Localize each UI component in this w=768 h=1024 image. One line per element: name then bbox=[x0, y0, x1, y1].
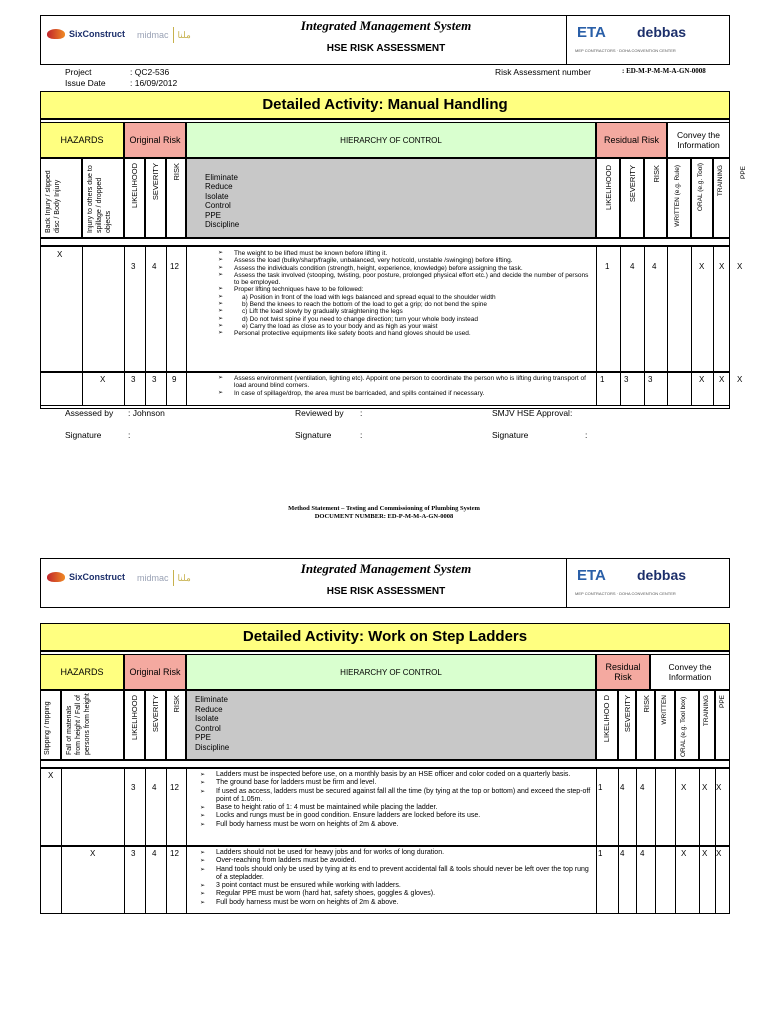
res-likelihood-value: 1 bbox=[598, 783, 603, 792]
risk-value: 12 bbox=[170, 262, 179, 271]
sixconstruct-logo: SixConstruct bbox=[47, 567, 137, 587]
training-mark: X bbox=[702, 783, 708, 792]
hierarchy-list: Eliminate Reduce Isolate Control PPE Discipline bbox=[186, 690, 596, 760]
hazard-mark: X bbox=[90, 849, 96, 858]
signature-label: Signature bbox=[65, 430, 102, 440]
likelihood-col: LIKELIHOOD bbox=[124, 690, 145, 760]
written-col: WRITTEN bbox=[655, 690, 675, 760]
controls-list bbox=[214, 250, 594, 338]
control-item: ➢ Assess the individuals condition (strength, height, experience, knowledge) before assigning the task. bbox=[214, 265, 594, 272]
midmac-logo: midmac ﻣﻠﻨﺎ bbox=[137, 24, 217, 46]
training-mark: X bbox=[719, 375, 725, 384]
hazard-col-2: Injury to others due to spillage / dropped objects bbox=[82, 158, 124, 238]
ppe-mark: X bbox=[716, 849, 722, 858]
severity-value: 4 bbox=[152, 849, 157, 858]
assessed-by-label: Assessed by bbox=[65, 408, 114, 418]
signature-value: : bbox=[360, 430, 363, 440]
control-item: ➢ Full body harness must be worn on heights of 2m & above. bbox=[196, 821, 594, 829]
signature-label: Signature bbox=[295, 430, 332, 440]
residual-risk-header: Residual Risk bbox=[596, 654, 650, 690]
likelihood-value: 3 bbox=[131, 375, 136, 384]
doc-title: Integrated Management System bbox=[300, 561, 472, 576]
control-item: ➢ In case of spillage/drop, the area must be barricaded, and spills contained if necessary. bbox=[214, 390, 594, 397]
risk-col: RISK bbox=[166, 158, 186, 238]
ppe-col: PPE bbox=[740, 166, 747, 180]
control-item: ➢ Ladders must be inspected before use, on a monthly basis by an HSE officer and color coded on a quarterly basis. bbox=[196, 771, 594, 779]
hazard-mark: X bbox=[100, 375, 106, 384]
res-severity-col: SEVERITY bbox=[618, 690, 636, 760]
issue-date-label: Issue Date bbox=[65, 78, 106, 88]
res-risk-col: RISK bbox=[644, 158, 667, 238]
spacer-row bbox=[40, 760, 730, 768]
eta-debbas-logo: ETA debbas MEP CONTRACTORS · DOHA CONVENTION CENTER bbox=[566, 559, 729, 607]
control-item: ➢ Ladders should not be used for heavy jobs and for works of long duration. bbox=[196, 849, 594, 857]
severity-value: 3 bbox=[152, 375, 157, 384]
section-title-manual-handling: Detailed Activity: Manual Handling bbox=[40, 91, 730, 119]
ppe-mark: X bbox=[737, 262, 743, 271]
oral-mark: X bbox=[699, 262, 705, 271]
midmac-logo: midmac ﻣﻠﻨﺎ bbox=[137, 567, 217, 589]
hazards-header: HAZARDS bbox=[40, 654, 124, 690]
signature-value: : bbox=[585, 430, 588, 440]
oral-mark: X bbox=[699, 375, 705, 384]
ra-number-label: Risk Assessment number bbox=[495, 67, 591, 77]
sixconstruct-logo: SixConstruct bbox=[47, 24, 137, 44]
control-item: ➢ Personal protective equipments like safety boots and hand gloves should be used. bbox=[214, 330, 594, 337]
oral-mark: X bbox=[681, 849, 687, 858]
doc-subtitle: HSE RISK ASSESSMENT bbox=[326, 43, 446, 54]
risk-value: 12 bbox=[170, 849, 179, 858]
training-mark: X bbox=[719, 262, 725, 271]
severity-col: SEVERITY bbox=[145, 690, 166, 760]
res-severity-value: 4 bbox=[620, 783, 625, 792]
original-risk-header: Original Risk bbox=[124, 122, 186, 158]
controls-list bbox=[214, 375, 594, 397]
likelihood-value: 3 bbox=[131, 783, 136, 792]
doc-subtitle: HSE RISK ASSESSMENT bbox=[326, 586, 446, 597]
control-item: ➢ Assess environment (ventilation, lighting etc). Appoint one person to coordinate the person who is lifting during transport of load around blind corners. bbox=[214, 375, 594, 390]
convey-header: Convey the Information bbox=[667, 122, 730, 158]
oral-mark: X bbox=[681, 783, 687, 792]
oral-col: ORAL (e.g. Tool box) bbox=[675, 690, 699, 760]
res-severity-value: 4 bbox=[630, 262, 635, 271]
doc-title: Integrated Management System bbox=[300, 18, 472, 33]
hazard-col-2: Fall of materials from height / Fall of persons from height bbox=[61, 690, 124, 760]
project-value: : QC2-536 bbox=[130, 67, 170, 77]
severity-value: 4 bbox=[152, 262, 157, 271]
controls-list bbox=[196, 771, 594, 829]
res-likelihood-value: 1 bbox=[600, 375, 605, 384]
controls-list bbox=[196, 849, 594, 907]
issue-date-value: : 16/09/2012 bbox=[130, 78, 178, 88]
document-header bbox=[40, 558, 730, 608]
res-risk-value: 4 bbox=[640, 783, 645, 792]
hazard-mark: X bbox=[48, 771, 54, 780]
original-risk-header: Original Risk bbox=[124, 654, 186, 690]
control-item: ➢ Base to height ratio of 1: 4 must be maintained while placing the ladder. bbox=[196, 804, 594, 812]
control-item: ➢ Over-reaching from ladders must be avoided. bbox=[196, 857, 594, 865]
res-likelihood-col: LIKELIHOO D bbox=[596, 690, 618, 760]
control-item: ➢ c) Lift the load slowly by gradually straightening the legs bbox=[214, 308, 594, 315]
ppe-col: PPE bbox=[715, 690, 730, 760]
control-item: ➢ 3 point contact must be ensured while working with ladders. bbox=[196, 882, 594, 890]
control-item: ➢ Proper lifting techniques have to be followed: bbox=[214, 286, 594, 293]
risk-value: 12 bbox=[170, 783, 179, 792]
training-mark: X bbox=[702, 849, 708, 858]
res-risk-value: 3 bbox=[648, 375, 653, 384]
oral-col: ORAL (e.g. Tool) bbox=[691, 158, 713, 238]
reviewed-by-label: Reviewed by bbox=[295, 408, 344, 418]
control-item: ➢ The ground base for ladders must be firm and level. bbox=[196, 779, 594, 787]
hazard-mark: X bbox=[57, 250, 63, 259]
risk-value: 9 bbox=[172, 375, 177, 384]
control-item: ➢ Full body harness must be worn on heights of 2m & above. bbox=[196, 899, 594, 907]
res-likelihood-value: 1 bbox=[598, 849, 603, 858]
res-severity-value: 4 bbox=[620, 849, 625, 858]
severity-value: 4 bbox=[152, 783, 157, 792]
signature-value: : bbox=[128, 430, 131, 440]
section-title-step-ladders: Detailed Activity: Work on Step Ladders bbox=[40, 623, 730, 651]
hazard-col-1: Back Injury / slipped disc / Body Injury bbox=[40, 158, 82, 238]
reviewed-by-value: : bbox=[360, 408, 363, 418]
footer-line-2: DOCUMENT NUMBER: ED-P-M-M-A-GN-0008 bbox=[314, 513, 454, 520]
control-item: ➢ Locks and rungs must be in good condition. Ensure ladders are locked before its use. bbox=[196, 812, 594, 820]
control-item: ➢ Assess the load (bulky/sharp/fragile, unbalanced, very hot/cold, unstable /swinging) before lifting. bbox=[214, 257, 594, 264]
ra-number-value: : ED-M-P-M-M-A-GN-0008 bbox=[622, 67, 706, 75]
approval-label: SMJV HSE Approval: bbox=[492, 408, 573, 418]
training-col: TRAINING bbox=[713, 158, 730, 238]
document-header bbox=[40, 15, 730, 65]
hazards-header: HAZARDS bbox=[40, 122, 124, 158]
likelihood-value: 3 bbox=[131, 849, 136, 858]
res-likelihood-col: LIKELIHOOD bbox=[596, 158, 620, 238]
hierarchy-header: HIERARCHY OF CONTROL bbox=[186, 122, 596, 158]
res-severity-col: SEVERITY bbox=[620, 158, 644, 238]
ppe-mark: X bbox=[737, 375, 743, 384]
res-risk-value: 4 bbox=[652, 262, 657, 271]
res-severity-value: 3 bbox=[624, 375, 629, 384]
eta-debbas-logo: ETA debbas MEP CONTRACTORS · DOHA CONVENTION CENTER bbox=[566, 16, 729, 64]
res-risk-value: 4 bbox=[640, 849, 645, 858]
control-item: ➢ Assess the task involved (stooping, twisting, poor posture, prolonged physical effort etc.) and decide the number of persons to be employed. bbox=[214, 272, 594, 287]
assessed-by-value: : Johnson bbox=[128, 408, 165, 418]
signature-label: Signature bbox=[492, 430, 529, 440]
hazard-col-1: Slipping / tripping bbox=[40, 690, 61, 760]
footer-line-1: Method Statement – Testing and Commissioning of Plumbing System bbox=[288, 505, 480, 512]
control-item: ➢ Hand tools should only be used by tying at its end to prevent accidental fall & tools should never be left over the top rung of a stepladder. bbox=[196, 866, 594, 883]
project-label: Project bbox=[65, 67, 92, 77]
severity-col: SEVERITY bbox=[145, 158, 166, 238]
control-item: ➢ e) Carry the load as close as to your body and as high as your waist bbox=[214, 323, 594, 330]
control-item: ➢ If used as access, ladders must be secured against fall all the time (by tying at the top or bottom) and exceed the step-off point of 1.05m. bbox=[196, 788, 594, 805]
likelihood-value: 3 bbox=[131, 262, 136, 271]
res-risk-col: RISK bbox=[636, 690, 655, 760]
res-likelihood-value: 1 bbox=[605, 262, 610, 271]
likelihood-col: LIKELIHOOD bbox=[124, 158, 145, 238]
hierarchy-header: HIERARCHY OF CONTROL bbox=[186, 654, 596, 690]
convey-header: Convey the Information bbox=[650, 654, 730, 690]
spacer-row bbox=[40, 238, 730, 246]
control-item: ➢ The weight to be lifted must be known before lifting it. bbox=[214, 250, 594, 257]
control-item: ➢ d) Do not twist spine if you need to change direction; turn your whole body instead bbox=[214, 316, 594, 323]
control-item: ➢ a) Position in front of the load with legs balanced and spread equal to the shoulder width bbox=[214, 294, 594, 301]
training-col: TRAINING bbox=[699, 690, 715, 760]
residual-risk-header: Residual Risk bbox=[596, 122, 667, 158]
ppe-mark: X bbox=[716, 783, 722, 792]
risk-col: RISK bbox=[166, 690, 186, 760]
written-col: WRITTEN (e.g. Rule) bbox=[667, 158, 691, 238]
hierarchy-list: Eliminate Reduce Isolate Control PPE Discipline bbox=[186, 158, 596, 238]
control-item: ➢ Regular PPE must be worn (hard hat, safety shoes, goggles & gloves). bbox=[196, 890, 594, 898]
control-item: ➢ b) Bend the knees to reach the bottom of the load to get a grip; do not bend the spine bbox=[214, 301, 594, 308]
